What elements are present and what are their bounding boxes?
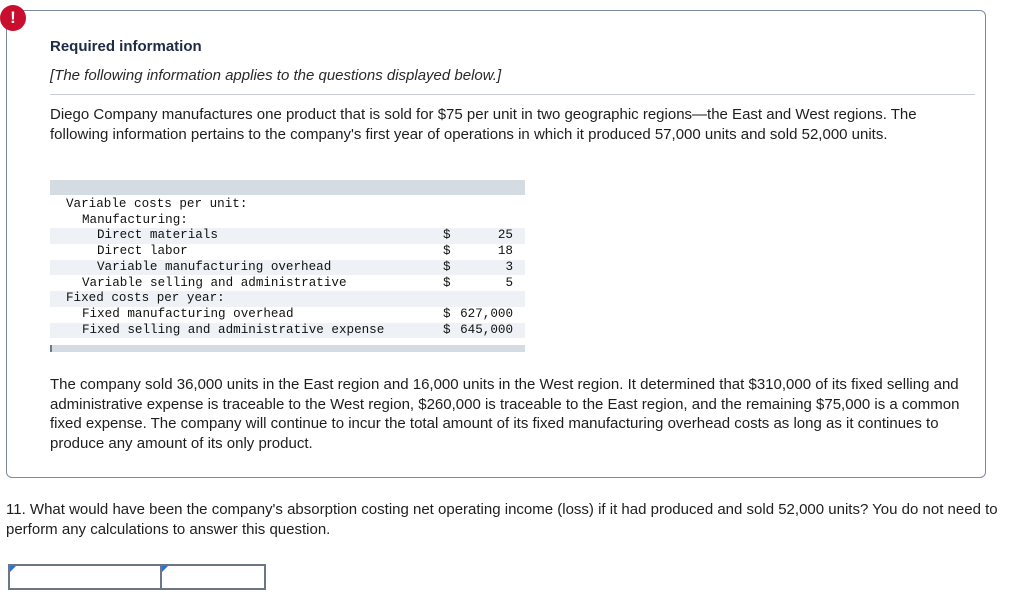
applies-to-note: [The following information applies to the questions displayed below.] xyxy=(50,67,502,84)
row-value: 627,000 xyxy=(460,306,513,321)
question-text: 11. What would have been the company's absorption costing net operating income (loss) if it had produced and sold 52,000 units? You do not need to perform any calculations to answer this question. xyxy=(6,501,998,538)
table-header-bar xyxy=(50,180,525,195)
table-row xyxy=(50,197,525,213)
row-label: Direct materials xyxy=(97,228,218,243)
table-row xyxy=(50,323,525,339)
row-currency: $ xyxy=(443,244,451,259)
input-marker-icon xyxy=(10,566,16,572)
table-row xyxy=(50,307,525,323)
row-label: Fixed manufacturing overhead xyxy=(82,306,294,321)
answer-row xyxy=(8,564,266,590)
table-row xyxy=(50,213,525,229)
table-row xyxy=(50,244,525,260)
row-label: Variable selling and administrative xyxy=(82,275,347,290)
row-currency: $ xyxy=(443,228,451,243)
row-label: Variable manufacturing overhead xyxy=(97,259,332,274)
row-currency: $ xyxy=(443,306,451,321)
row-value: 18 xyxy=(497,244,513,259)
row-label: Direct labor xyxy=(97,244,188,259)
table-row xyxy=(50,291,525,307)
regional-details: The company sold 36,000 units in the East region and 16,000 units in the West region. It determined that $310,000 of its fixed selling and administrative expense is traceable to the West region, $260,000 is traceable to the East region, and the remaining $75,000 is a common fixed expense. The company will continue to incur the total amount of its fixed manufacturing overhead costs as long as it continues to produce any amount of its only product. xyxy=(50,376,960,452)
row-label: Fixed selling and administrative expense xyxy=(82,322,385,337)
input-marker-icon xyxy=(162,566,168,572)
divider xyxy=(50,94,975,95)
row-label: Variable costs per unit: xyxy=(66,197,248,211)
exclamation-icon: ! xyxy=(0,5,26,31)
table-footer-bar xyxy=(50,345,525,352)
answer-label-input[interactable] xyxy=(8,564,162,590)
row-currency: $ xyxy=(443,259,451,274)
row-value: 645,000 xyxy=(460,322,513,337)
required-information-title: Required information xyxy=(50,38,202,55)
row-label: Manufacturing: xyxy=(82,212,188,227)
row-value: 5 xyxy=(505,275,513,290)
table-row xyxy=(50,276,525,292)
cost-data-table xyxy=(50,180,525,352)
row-label: Fixed costs per year: xyxy=(66,291,225,306)
row-currency: $ xyxy=(443,322,451,337)
row-value: 25 xyxy=(497,228,513,243)
table-row xyxy=(50,260,525,276)
row-currency: $ xyxy=(443,275,451,290)
answer-amount-input[interactable] xyxy=(160,564,266,590)
row-value: 3 xyxy=(505,259,513,274)
table-row xyxy=(50,228,525,244)
company-description: Diego Company manufactures one product that is sold for $75 per unit in two geographic regions—the East and West regions. The following information pertains to the company's first year of operations in which it produced 57,000 units and sold 52,000 units. xyxy=(50,106,917,143)
